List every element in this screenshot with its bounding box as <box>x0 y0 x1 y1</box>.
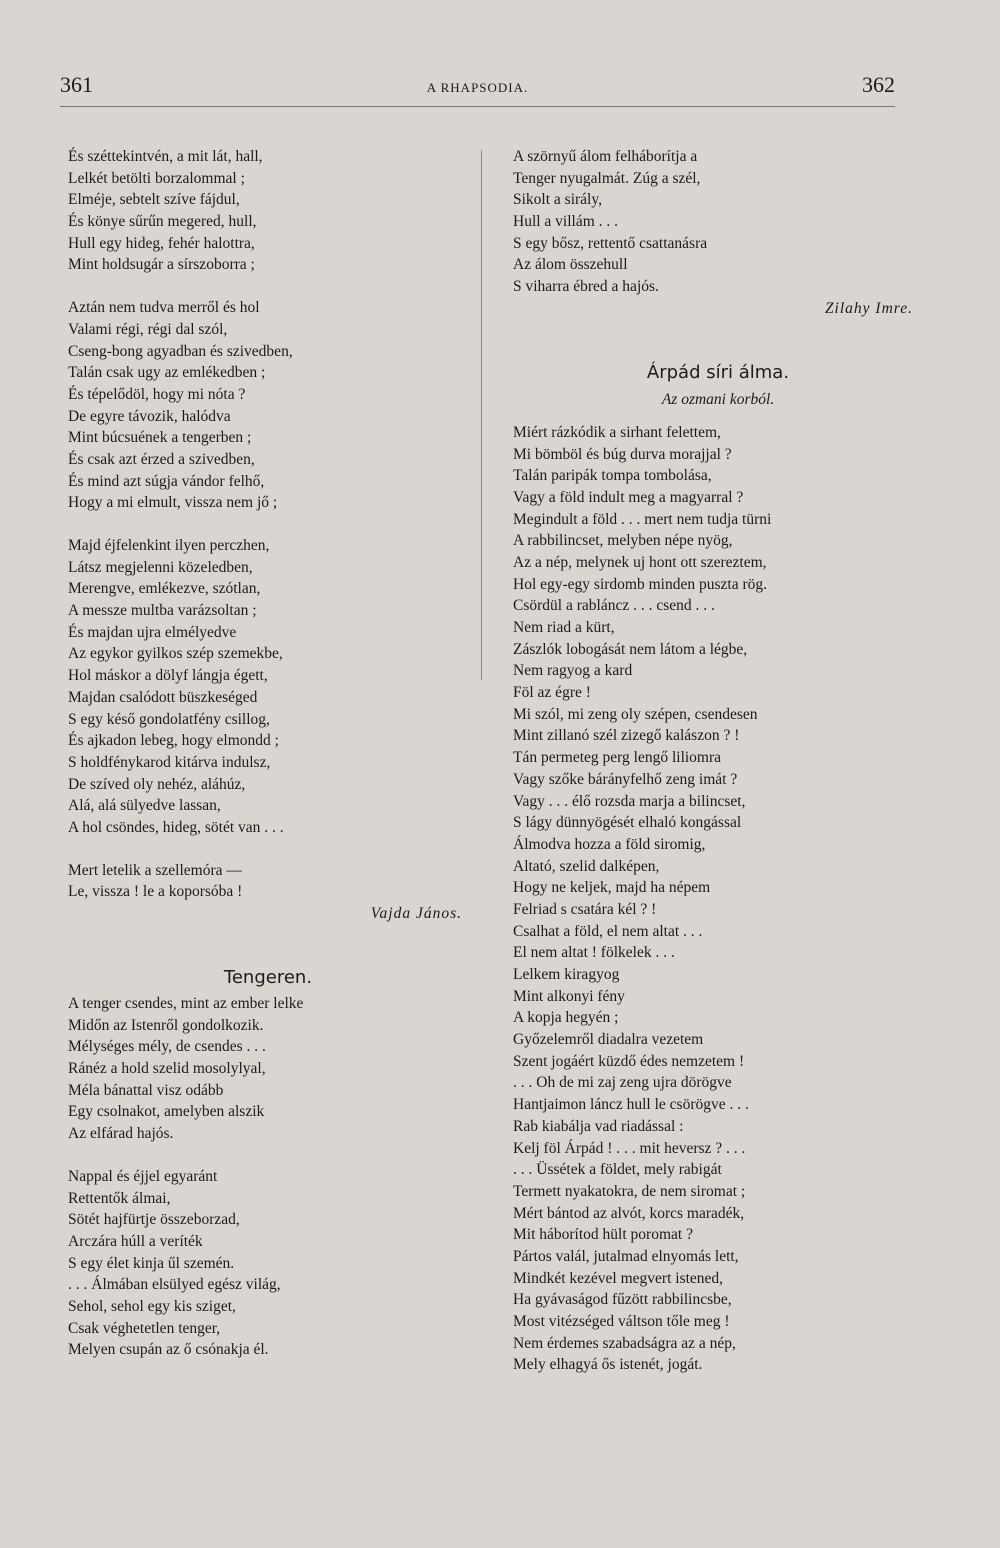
left-column <box>68 146 468 1361</box>
poem-line: Termett nyakatokra, de nem siromat ; <box>513 1182 746 1200</box>
poem-line: Nem ragyog a kard <box>513 662 633 680</box>
poem-line: Ha gyávaságod fűzött rabbilincsbe, <box>513 1291 732 1309</box>
poem-line: Most vitézséged váltson tőle meg ! <box>513 1313 730 1330</box>
poem-line: El nem altat ! fölkelek . . . <box>513 944 675 962</box>
poem-line: És ajkadon lebeg, hogy elmondd ; <box>68 732 279 750</box>
poem-line: Az álom összehull <box>513 256 628 274</box>
poem-line: Miért rázkódik a sirhant felettem, <box>513 423 721 441</box>
poem-line: Az elfárad hajós. <box>68 1125 174 1143</box>
poem-line: És tépelődöl, hogy mi nóta ? <box>68 385 246 403</box>
stanza <box>68 993 468 1145</box>
poem-line: Hogy a mi elmult, vissza nem jő ; <box>68 494 278 512</box>
poem-line: Sikolt a sirály, <box>513 191 602 209</box>
poem-line: Lelkét betölti borzalommal ; <box>68 169 245 187</box>
poem-line: Ránéz a hold szelid mosolylyal, <box>68 1060 266 1078</box>
poem-line: Mint alkonyi fény <box>513 987 625 1005</box>
poem-line: Sötét hajfürtje összeborzad, <box>68 1211 240 1229</box>
poem-line: Vagy . . . élő rozsda marja a bilincset, <box>513 792 746 810</box>
stanza <box>68 1166 468 1361</box>
poem-line: Alá, alá sülyedve lassan, <box>68 797 221 815</box>
page-header <box>60 72 895 102</box>
poem-line: S egy bősz, rettentő csattanásra <box>513 234 708 252</box>
poem-line: Hull egy hideg, fehér halottra, <box>68 234 255 252</box>
poem-subtitle: Az ozmani korból. <box>661 390 775 408</box>
poem-line: Melyen csupán az ő csónakja él. <box>68 1341 269 1359</box>
poem-line: Egy csolnakot, amelyben alszik <box>68 1103 265 1121</box>
left-page-number: 361 <box>60 72 93 97</box>
right-page-number: 362 <box>862 72 895 97</box>
poem-line: Hantjaimon láncz hull le csörögve . . . <box>513 1096 749 1114</box>
poem-line: Lelkem kiragyog <box>513 966 620 983</box>
poem-line: Mért bántod az alvót, korcs maradék, <box>513 1204 745 1222</box>
poem-line: Hol egy-egy sirdomb minden puszta rög. <box>513 575 767 593</box>
poem-line: És könye sűrűn megered, hull, <box>68 213 257 231</box>
poem-line: Méla bánattal visz odább <box>68 1081 224 1099</box>
poem-line: Tenger nyugalmát. Zúg a szél, <box>513 169 701 187</box>
poem-line: Hogy ne keljek, majd ha népem <box>513 879 711 897</box>
poem-line: A tenger csendes, mint az ember lelke <box>68 995 304 1012</box>
poem-line: De egyre távozik, halódva <box>68 407 231 425</box>
poem-line: Föl az égre ! <box>513 684 591 702</box>
poem-line: Cseng-bong agyadban és szivedben, <box>68 342 293 360</box>
poem-line: Zászlók lobogását nem látom a légbe, <box>513 640 748 658</box>
poem-line: És majdan ujra elmélyedve <box>68 623 237 641</box>
poem-line: Megindult a föld . . . mert nem tudja türni <box>513 510 772 528</box>
poem-line: Tán permeteg perg lengő liliomra <box>513 749 722 767</box>
poem-line: . . . Üssétek a földet, mely rabigát <box>513 1161 722 1179</box>
poem-line: Valami régi, régi dal szól, <box>68 320 228 338</box>
poem-line: Talán csak ugy az emlékedben ; <box>68 364 266 382</box>
poem-line: S holdfénykarod kitárva indulsz, <box>68 753 271 771</box>
poem-line: Rettentők álmai, <box>68 1189 171 1207</box>
column-divider <box>481 150 482 680</box>
poem-line: A hol csöndes, hideg, sötét van . . . <box>68 818 284 836</box>
poem-line: S egy élet kinja űl szemén. <box>68 1254 235 1272</box>
poem-line: Midőn az Istenről gondolkozik. <box>68 1016 264 1034</box>
poem-line: A rabbilincset, melyben népe nyög, <box>513 532 733 550</box>
stanza <box>68 535 468 839</box>
poem-line: Kelj föl Árpád ! . . . mit heversz ? . . . <box>513 1139 746 1157</box>
poem-line: És csak azt érzed a szivedben, <box>68 450 255 468</box>
poem-line: A szörnyű álom felháborítja a <box>513 148 698 165</box>
stanza <box>68 146 468 276</box>
poem-line: Nem érdemes szabadságra az a nép, <box>513 1334 736 1352</box>
poem-line: . . . Álmában elsülyed egész világ, <box>68 1276 281 1294</box>
author-signature: Vajda János. <box>370 905 462 922</box>
poem-title: Árpád síri álma. <box>646 361 790 383</box>
poem-line: Hull a villám . . . <box>513 213 619 231</box>
stanza <box>513 146 923 298</box>
poem-line: S egy késő gondolatfény csillog, <box>68 710 270 728</box>
poem-line: Nappal és éjjel egyaránt <box>68 1167 218 1185</box>
poem-line: Mely elhagyá ős istenét, jogát. <box>513 1356 703 1374</box>
running-title: A RHAPSODIA. <box>426 80 529 95</box>
stanza <box>68 860 468 903</box>
poem-line: Győzelemről diadalra vezetem <box>513 1031 704 1049</box>
poem-line: Mint zillanó szél zizegő kalászon ? ! <box>513 727 740 745</box>
poem-line: Mint holdsugár a sírszoborra ; <box>68 256 255 274</box>
poem-line: A kopja hegyén ; <box>513 1009 619 1027</box>
poem-line: A messze multba varázsoltan ; <box>68 602 257 620</box>
poem-line: Mi szól, mi zeng oly szépen, csendesen <box>513 705 758 723</box>
stanza <box>513 422 923 1376</box>
poem-line: Sehol, sehol egy kis sziget, <box>68 1297 236 1315</box>
poem-line: Csördül a rabláncz . . . csend . . . <box>513 597 715 615</box>
poem-line: Le, vissza ! le a koporsóba ! <box>68 883 243 901</box>
right-column <box>513 146 923 1376</box>
poem-line: Mert letelik a szellemóra — <box>68 861 242 879</box>
poem-line: S viharra ébred a hajós. <box>513 278 659 296</box>
poem-line: Nem riad a kürt, <box>513 619 615 636</box>
poem-line: És mind azt súgja vándor felhő, <box>68 472 265 490</box>
poem-line: Majd éjfelenkint ilyen perczhen, <box>68 537 270 554</box>
poem-line: S lágy dünnyögését elhaló kongással <box>513 814 742 832</box>
poem-line: Elméje, sebtelt szíve fájdul, <box>68 191 240 209</box>
poem-line: Az a nép, melynek uj hont ott szereztem, <box>513 553 767 571</box>
poem-line: Vagy a föld indult meg a magyarral ? <box>513 488 744 506</box>
poem-line: Mi bömböl és búg durva morajjal ? <box>513 445 732 463</box>
poem-line: Mint búcsuének a tengerben ; <box>68 429 252 447</box>
poem-line: Arczára húll a veríték <box>68 1232 203 1250</box>
poem-line: De szíved oly nehéz, aláhúz, <box>68 775 246 793</box>
poem-line: És széttekintvén, a mit lát, hall, <box>68 148 263 165</box>
poem-line: Talán paripák tompa tombolása, <box>513 467 712 485</box>
poem-title: Tengeren. <box>223 967 313 988</box>
poem-line: Az egykor gyilkos szép szemekbe, <box>68 645 283 663</box>
poem-line: Hol máskor a dölyf lángja égett, <box>68 667 268 685</box>
stanza <box>68 297 468 514</box>
poem-line: Álmodva hozza a föld siromig, <box>513 835 706 853</box>
poem-line: Szent jogáért küzdő édes nemzetem ! <box>513 1052 745 1070</box>
poem-line: Felriad s csatára kél ? ! <box>513 900 657 918</box>
poem-line: Altató, szelid dalképen, <box>513 857 660 875</box>
poem-line: Majdan csalódott büszkeséged <box>68 688 258 706</box>
header-rule <box>60 106 895 107</box>
poem-line: Mit háborítod hült poromat ? <box>513 1226 693 1244</box>
author-signature: Zilahy Imre. <box>824 299 913 317</box>
poem-line: Rab kiabálja vad riadással : <box>513 1117 684 1135</box>
poem-line: Mélységes mély, de csendes . . . <box>68 1038 266 1056</box>
poem-line: Pártos valál, jutalmad elnyomás lett, <box>513 1247 739 1265</box>
poem-line: Aztán nem tudva merről és hol <box>68 299 260 317</box>
poem-line: Csak véghetetlen tenger, <box>68 1319 221 1337</box>
poem-line: Látsz megjelenni közeledben, <box>68 558 253 576</box>
poem-line: Csalhat a föld, el nem altat . . . <box>513 922 703 940</box>
poem-line: Mindkét kezével megvert istened, <box>513 1269 724 1287</box>
poem-line: Merengve, emlékezve, szótlan, <box>68 580 261 598</box>
poem-line: . . . Oh de mi zaj zeng ujra dörögve <box>513 1074 732 1092</box>
poem-line: Vagy szőke bárányfelhő zeng imát ? <box>513 770 738 788</box>
